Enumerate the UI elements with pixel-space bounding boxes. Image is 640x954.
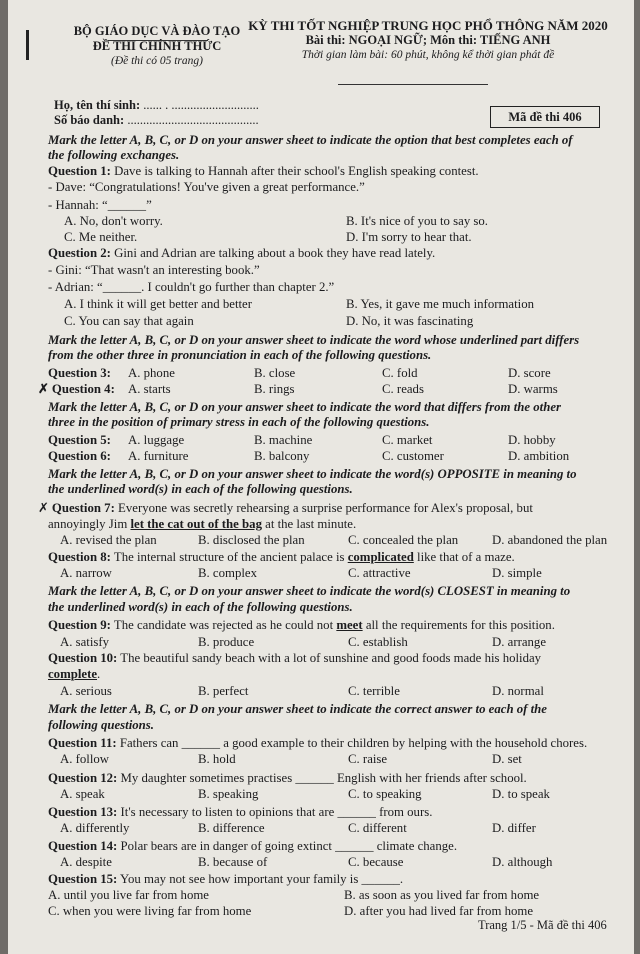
- instruction-5a: Mark the letter A, B, C, or D on your answer sheet to indicate the word(s) CLOSEST in meaning to: [48, 584, 571, 598]
- instruction-2a: Mark the letter A, B, C, or D on your answer sheet to indicate the word whose underlined part differs: [48, 333, 580, 347]
- q11-option-b: B. hold: [198, 752, 236, 766]
- q1-option-d: D. I'm sorry to hear that.: [346, 230, 472, 244]
- q4-option-b: B. rings: [254, 382, 295, 396]
- q5-option-b: B. machine: [254, 433, 313, 447]
- q4-option-d: D. warms: [508, 382, 558, 396]
- header-left-rule: [108, 40, 208, 41]
- q2-option-c: C. You can say that again: [64, 314, 194, 328]
- q4-label: ✗ Question 4:: [38, 382, 115, 396]
- question-13: Question 13: It's necessary to listen to opinions that are ______ from ours.: [48, 805, 433, 819]
- question-15: Question 15: You may not see how important your family is ______.: [48, 872, 404, 886]
- question-1-line-1: - Dave: “Congratulations! You've given a great performance.”: [48, 180, 365, 194]
- question-2-line-1: - Gini: “That wasn't an interesting book.”: [48, 263, 260, 277]
- q3-label: Question 3:: [48, 366, 111, 380]
- candidate-id: Số báo danh: ..........................................: [54, 113, 259, 127]
- question-9: Question 9: The candidate was rejected as he could not meet all the requirements for this position.: [48, 618, 555, 632]
- instruction-6b: following questions.: [48, 718, 154, 732]
- question-10: Question 10: The beautiful sandy beach with a lot of sunshine and good foods made his holiday: [48, 651, 542, 665]
- q14-option-a: A. despite: [60, 855, 112, 869]
- question-14: Question 14: Polar bears are in danger of going extinct ______ climate change.: [48, 839, 458, 853]
- q13-option-d: D. differ: [492, 821, 536, 835]
- q5-option-a: A. luggage: [128, 433, 185, 447]
- q6-option-c: C. customer: [382, 449, 444, 463]
- margin-mark: [26, 30, 29, 60]
- q12-option-b: B. speaking: [198, 787, 259, 801]
- instruction-1a: Mark the letter A, B, C, or D on your answer sheet to indicate the option that best completes each of: [48, 133, 573, 147]
- q11-option-d: D. set: [492, 752, 522, 766]
- question-8: Question 8: The internal structure of the ancient palace is complicated like that of a maze.: [48, 550, 515, 564]
- q9-option-c: C. establish: [348, 635, 408, 649]
- q6-option-a: A. furniture: [128, 449, 189, 463]
- instruction-2b: from the other three in pronunciation in each of the following questions.: [48, 348, 432, 362]
- exam-title: KỲ THI TỐT NGHIỆP TRUNG HỌC PHỔ THÔNG NĂM 2020: [248, 18, 608, 33]
- q3-option-d: D. score: [508, 366, 551, 380]
- q14-option-b: B. because of: [198, 855, 268, 869]
- q10-option-d: D. normal: [492, 684, 544, 698]
- q10-option-b: B. perfect: [198, 684, 249, 698]
- q13-option-c: C. different: [348, 821, 407, 835]
- q11-option-c: C. raise: [348, 752, 388, 766]
- instruction-5b: the underlined word(s) in each of the following questions.: [48, 600, 353, 614]
- question-2: Question 2: Gini and Adrian are talking about a book they have read lately.: [48, 246, 436, 260]
- q15-option-d: D. after you had lived far from home: [344, 904, 534, 918]
- q4-option-c: C. reads: [382, 382, 424, 396]
- q9-option-d: D. arrange: [492, 635, 546, 649]
- exam-time: Thời gian làm bài: 60 phút, không kể thời gian phát đề: [301, 49, 555, 61]
- q13-option-b: B. difference: [198, 821, 265, 835]
- official-label: ĐỀ THI CHÍNH THỨC: [92, 39, 222, 53]
- header-right-rule: [338, 84, 488, 85]
- q15-option-c: C. when you were living far from home: [48, 904, 252, 918]
- exam-code-box: Mã đề thi 406: [490, 106, 600, 128]
- q8-option-d: D. simple: [492, 566, 542, 580]
- exam-subject: Bài thi: NGOẠI NGỮ; Môn thi: TIẾNG ANH: [305, 33, 551, 47]
- q1-option-b: B. It's nice of you to say so.: [346, 214, 488, 228]
- instruction-3a: Mark the letter A, B, C, or D on your answer sheet to indicate the word that differs from the other: [48, 400, 561, 414]
- q7-option-a: A. revised the plan: [60, 533, 157, 547]
- ministry-name: BỘ GIÁO DỤC VÀ ĐÀO TẠO: [73, 24, 241, 38]
- q7-option-b: B. disclosed the plan: [198, 533, 305, 547]
- q10-option-a: A. serious: [60, 684, 112, 698]
- q10-option-c: C. terrible: [348, 684, 400, 698]
- q1-option-c: C. Me neither.: [64, 230, 138, 244]
- q7-option-c: C. concealed the plan: [348, 533, 459, 547]
- question-10-line-2: complete.: [48, 667, 101, 681]
- q13-option-a: A. differently: [60, 821, 130, 835]
- instruction-3b: three in the position of primary stress in each of the following questions.: [48, 415, 430, 429]
- q12-option-c: C. to speaking: [348, 787, 422, 801]
- question-12: Question 12: My daughter sometimes practises ______ English with her friends after school.: [48, 771, 527, 785]
- header-right: [238, 18, 618, 63]
- q7-option-d: D. abandoned the plan: [492, 533, 608, 547]
- q8-option-a: A. narrow: [60, 566, 112, 580]
- header-left: [62, 24, 252, 69]
- q5-option-d: D. hobby: [508, 433, 556, 447]
- instruction-4a: Mark the letter A, B, C, or D on your answer sheet to indicate the word(s) OPPOSITE in meaning to: [48, 467, 577, 481]
- question-11: Question 11: Fathers can ______ a good example to their children by helping with the household chores.: [48, 736, 588, 750]
- instruction-1b: the following exchanges.: [48, 148, 180, 162]
- q15-option-b: B. as soon as you lived far from home: [344, 888, 540, 902]
- q11-option-a: A. follow: [60, 752, 110, 766]
- q8-option-b: B. complex: [198, 566, 257, 580]
- q12-option-d: D. to speak: [492, 787, 550, 801]
- q14-option-d: D. although: [492, 855, 553, 869]
- q12-option-a: A. speak: [60, 787, 105, 801]
- question-2-line-2: - Adrian: “______. I couldn't go further than chapter 2.”: [48, 280, 335, 294]
- q2-option-d: D. No, it was fascinating: [346, 314, 474, 328]
- q6-label: Question 6:: [48, 449, 111, 463]
- q4-option-a: A. starts: [128, 382, 171, 396]
- q2-option-b: B. Yes, it gave me much information: [346, 297, 535, 311]
- question-1: Question 1: Dave is talking to Hannah after their school's English speaking contest.: [48, 164, 479, 178]
- candidate-name: Họ, tên thí sinh: ...... . ............................: [54, 98, 259, 112]
- q9-option-a: A. satisfy: [60, 635, 110, 649]
- page-footer: Trang 1/5 - Mã đề thi 406: [478, 918, 607, 932]
- question-7: ✗ Question 7: Everyone was secretly rehearsing a surprise performance for Alex's proposal, but: [38, 501, 533, 515]
- q14-option-c: C. because: [348, 855, 404, 869]
- page-count: (Đề thi có 05 trang): [111, 55, 203, 67]
- q15-option-a: A. until you live far from home: [48, 888, 209, 902]
- instruction-6a: Mark the letter A, B, C, or D on your answer sheet to indicate the correct answer to each of the: [48, 702, 547, 716]
- q5-option-c: C. market: [382, 433, 433, 447]
- q6-option-d: D. ambition: [508, 449, 570, 463]
- q5-label: Question 5:: [48, 433, 111, 447]
- exam-page: [8, 0, 634, 954]
- q1-option-a: A. No, don't worry.: [64, 214, 163, 228]
- q3-option-c: C. fold: [382, 366, 418, 380]
- q6-option-b: B. balcony: [254, 449, 310, 463]
- q2-option-a: A. I think it will get better and better: [64, 297, 252, 311]
- instruction-4b: the underlined word(s) in each of the following questions.: [48, 482, 353, 496]
- q3-option-a: A. phone: [128, 366, 175, 380]
- q3-option-b: B. close: [254, 366, 296, 380]
- question-7-line-2: annoyingly Jim let the cat out of the bag at the last minute.: [48, 517, 357, 531]
- question-1-line-2: - Hannah: “______”: [48, 198, 152, 212]
- q9-option-b: B. produce: [198, 635, 255, 649]
- q8-option-c: C. attractive: [348, 566, 411, 580]
